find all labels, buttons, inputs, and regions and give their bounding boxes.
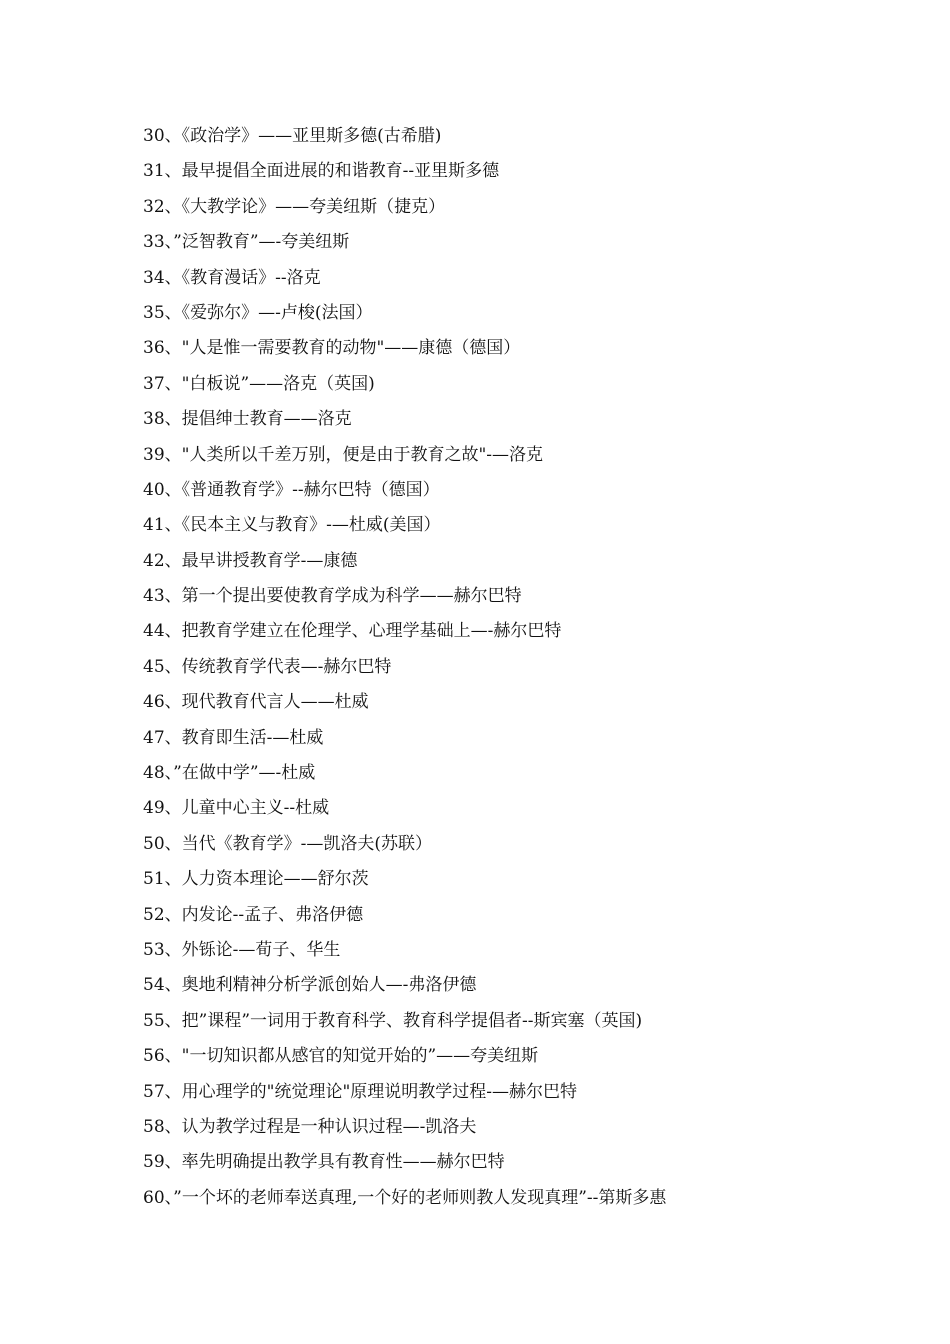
list-item: 41、《民本主义与教育》-—杜威(美国） [143,515,441,536]
list-item: 51、人力资本理论——舒尔茨 [143,869,369,890]
list-item: 34、《教育漫话》--洛克 [143,267,321,288]
list-item: 55、把”课程”一词用于教育科学、教育科学提倡者--斯宾塞（英国) [143,1010,643,1031]
list-item: 32、《大教学论》——夸美纽斯（捷克） [143,196,446,217]
list-item: 58、认为教学过程是一种认识过程—-凯洛夫 [143,1116,477,1137]
list-item: 33、”泛智教育”—-夸美纽斯 [143,232,350,253]
list-item: 39、"人类所以千差万别，便是由于教育之故"-—洛克 [143,444,544,465]
list-item: 59、率先明确提出教学具有教育性——赫尔巴特 [143,1152,505,1173]
list-item: 47、教育即生活-—杜威 [143,727,324,748]
list-item: 36、"人是惟一需要教育的动物"——康德（德国） [143,338,521,359]
list-item: 54、奥地利精神分析学派创始人—-弗洛伊德 [143,975,477,996]
list-item: 60、”一个坏的老师奉送真理,一个好的老师则教人发现真理”--第斯多惠 [143,1187,667,1208]
list-item: 49、儿童中心主义--杜威 [143,798,330,819]
list-item: 45、传统教育学代表—-赫尔巴特 [143,656,392,677]
list-item: 42、最早讲授教育学-—康德 [143,550,358,571]
list-item: 38、提倡绅士教育——洛克 [143,409,352,430]
list-item: 56、"一切知识都从感官的知觉开始的”——夸美纽斯 [143,1046,539,1067]
list-item: 46、现代教育代言人——杜威 [143,692,369,713]
list-item: 48、”在做中学”—-杜威 [143,763,316,784]
list-item: 37、"白板说”——洛克（英国) [143,373,375,394]
list-item: 31、最早提倡全面进展的和谐教育--亚里斯多德 [143,161,500,182]
list-item: 43、第一个提出要使教育学成为科学——赫尔巴特 [143,586,522,607]
list-item: 50、当代《教育学》-—凯洛夫(苏联） [143,833,433,854]
list-item: 40、《普通教育学》--赫尔巴特（德国） [143,479,440,500]
list-item: 52、内发论--孟子、弗洛伊德 [143,904,364,925]
list-item: 35、《爱弥尔》—-卢梭(法国） [143,302,373,323]
list-item: 57、用心理学的"统觉理论"原理说明教学过程-—赫尔巴特 [143,1081,578,1102]
numbered-list [143,124,923,1221]
list-item: 44、把教育学建立在伦理学、心理学基础上—-赫尔巴特 [143,621,562,642]
list-item: 53、外铄论-—荀子、华生 [143,939,341,960]
list-item: 30、《政治学》——亚里斯多德(古希腊) [143,126,442,146]
